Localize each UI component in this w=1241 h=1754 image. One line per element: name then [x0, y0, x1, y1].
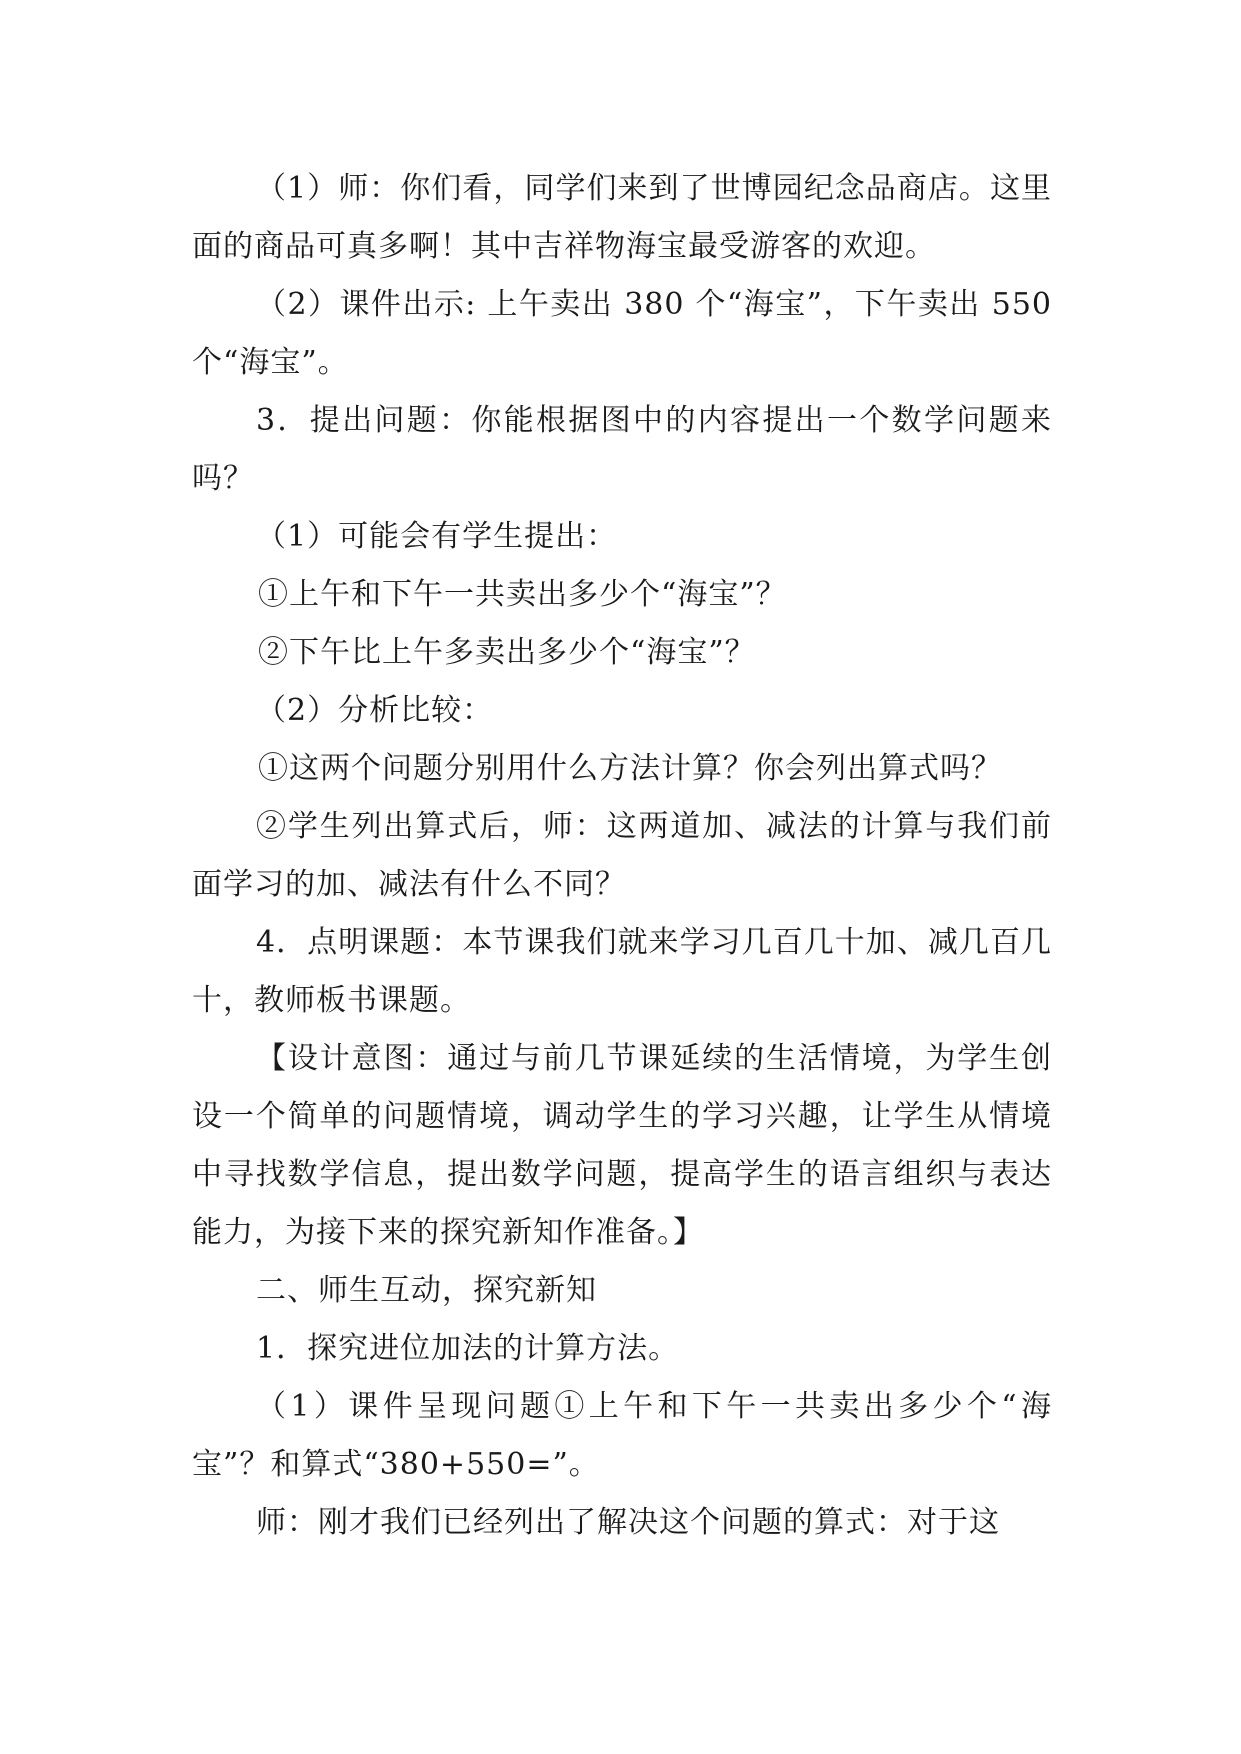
paragraph-raise-question: 3．提出问题：你能根据图中的内容提出一个数学问题来吗？ — [192, 403, 1052, 496]
paragraph-analysis-2: ②学生列出算式后，师：这两道加、减法的计算与我们前面学习的加、减法有什么不同？ — [192, 809, 1052, 902]
paragraph-students-may-ask: （1）可能会有学生提出： — [256, 519, 618, 554]
paragraph-analysis-1: ①这两个问题分别用什么方法计算？你会列出算式吗？ — [258, 751, 1002, 786]
paragraph-teacher-intro: （1）师：你们看，同学们来到了世博园纪念品商店。这里面的商品可真多啊！其中吉祥物海宝最受游客的欢迎。 — [192, 171, 1052, 264]
paragraph-question-1: ①上午和下午一共卖出多少个“海宝”？ — [258, 577, 787, 612]
paragraph-analysis: （2）分析比较： — [256, 693, 494, 728]
paragraph-courseware-show: （2）课件出示: 上午卖出 380 个“海宝”，下午卖出 550 个“海宝”。 — [192, 287, 1052, 380]
section-heading-interaction: 二、师生互动，探究新知 — [256, 1273, 597, 1308]
paragraph-carry-addition: 1．探究进位加法的计算方法。 — [256, 1331, 680, 1366]
paragraph-courseware-problem: （1）课件呈现问题①上午和下午一共卖出多少个“海宝”？和算式“380+550=”。 — [192, 1389, 1052, 1482]
document-body — [192, 160, 1052, 1552]
paragraph-lesson-topic: 4．点明课题：本节课我们就来学习几百几十加、减几百几十，教师板书课题。 — [192, 925, 1052, 1018]
paragraph-design-intent: 【设计意图：通过与前几节课延续的生活情境，为学生创设一个简单的问题情境，调动学生的学习兴趣，让学生从情境中寻找数学信息，提出数学问题，提高学生的语言组织与表达能力，为接下来的探究新知作准备。】 — [192, 1041, 1052, 1250]
paragraph-question-2: ②下午比上午多卖出多少个“海宝”？ — [258, 635, 756, 670]
paragraph-teacher-formula: 师：刚才我们已经列出了解决这个问题的算式：对于这 — [256, 1505, 1000, 1540]
